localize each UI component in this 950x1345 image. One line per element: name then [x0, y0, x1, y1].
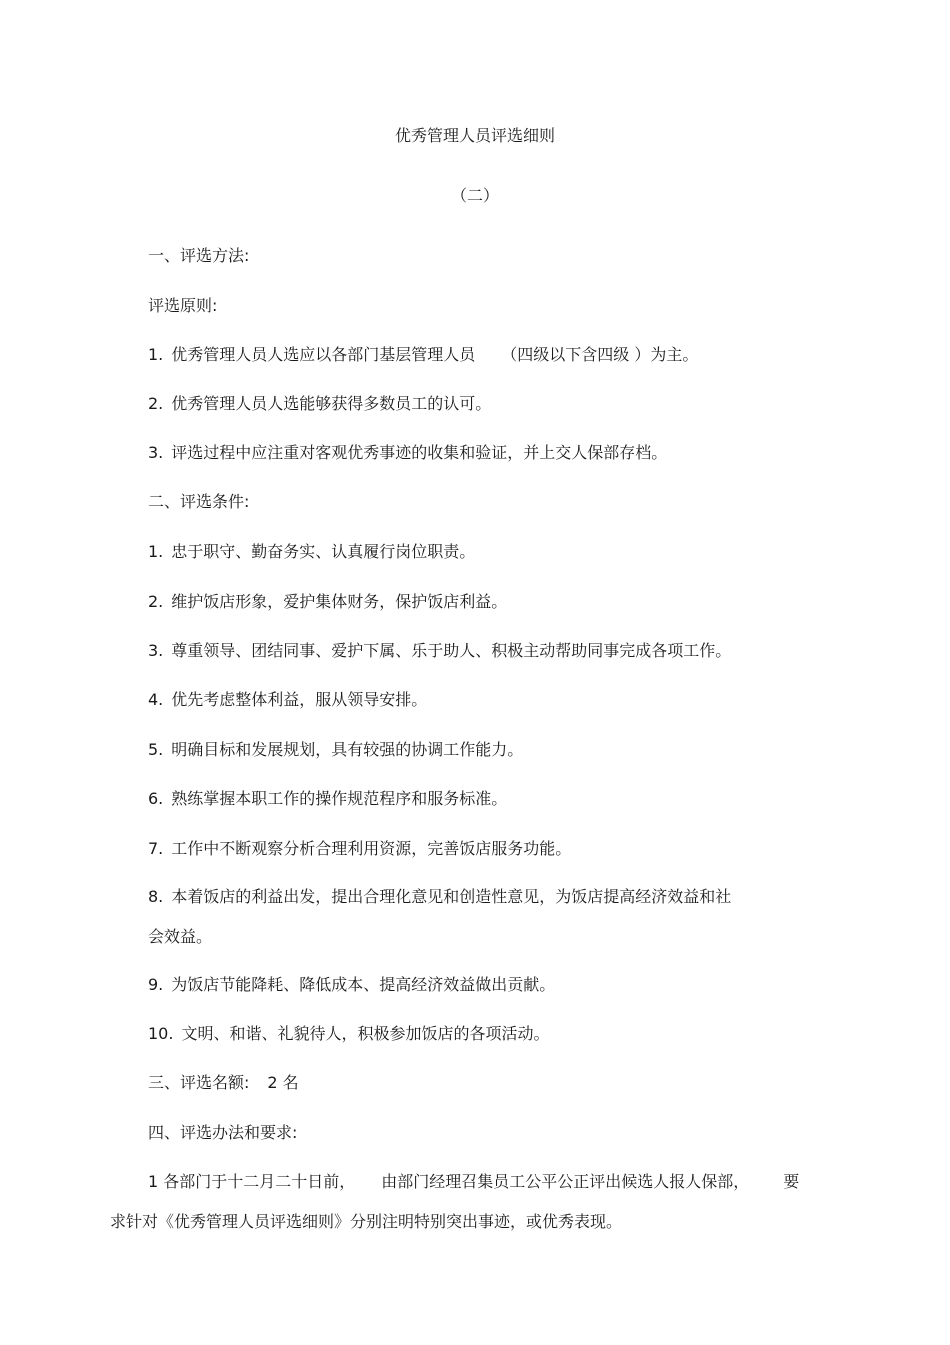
item-text-continued: （四级以下含四级 ）为主。: [501, 345, 699, 364]
condition-item: [148, 975, 555, 995]
item-number: 10.: [148, 1024, 174, 1043]
condition-item: [148, 740, 523, 760]
condition-item: [148, 1024, 549, 1044]
principles-heading: 评选原则:: [148, 296, 218, 315]
section-3-value: 2 名: [267, 1073, 299, 1092]
item-number: 6.: [148, 789, 164, 808]
item-number: 1.: [148, 542, 164, 561]
item-text: 评选过程中应注重对客观优秀事迹的收集和验证，并上交人保部存档。: [171, 443, 668, 462]
condition-item: [148, 592, 507, 612]
principle-item: [148, 345, 698, 365]
condition-item-continued: 会效益。: [148, 927, 213, 946]
item-text: 为饭店节能降耗、降低成本、提高经济效益做出贡献。: [171, 975, 556, 994]
item-number: 9.: [148, 975, 164, 994]
condition-item: [148, 839, 571, 859]
item-number: 3.: [148, 443, 164, 462]
item-text: 工作中不断观察分析合理利用资源，完善饭店服务功能。: [171, 839, 572, 858]
item-text: 尊重领导、团结同事、爱护下属、乐于助人、积极主动帮助同事完成各项工作。: [171, 641, 732, 660]
item-text: 本着饭店的利益出发，提出合理化意见和创造性意见，为饭店提高经济效益和社: [171, 887, 732, 906]
paragraph-text: 由部门经理召集员工公平公正评出候选人报人保部，: [381, 1172, 750, 1191]
section-3-line: [148, 1073, 299, 1093]
document-title: 优秀管理人员评选细则: [394, 126, 555, 145]
item-text: 优秀管理人员人选能够获得多数员工的认可。: [171, 394, 492, 413]
document-subtitle: （二）: [450, 186, 499, 205]
item-number: 8.: [148, 887, 164, 906]
item-text: 优秀管理人员人选应以各部门基层管理人员: [171, 345, 476, 364]
item-text: 明确目标和发展规划，具有较强的协调工作能力。: [171, 740, 524, 759]
item-number: 3.: [148, 641, 164, 660]
item-text: 忠于职守、勤奋务实、认真履行岗位职责。: [171, 542, 476, 561]
condition-item: [148, 542, 475, 562]
section-4-heading: 四、评选办法和要求:: [148, 1123, 298, 1142]
item-text: 文明、和谐、礼貌待人，积极参加饭店的各项活动。: [181, 1024, 550, 1043]
item-number: 5.: [148, 740, 164, 759]
item-number: 7.: [148, 839, 164, 858]
item-number: 1.: [148, 345, 164, 364]
condition-item: [148, 690, 427, 710]
item-text: 熟练掌握本职工作的操作规范程序和服务标准。: [171, 789, 508, 808]
section-2-heading: 二、评选条件:: [148, 492, 250, 511]
item-text: 维护饭店形象，爱护集体财务，保护饭店利益。: [171, 592, 508, 611]
paragraph-text: 要: [783, 1172, 800, 1191]
section-4-paragraph: [148, 1172, 799, 1192]
section-4-paragraph-continued: 求针对《优秀管理人员评选细则》分别注明特别突出事迹，或优秀表现。: [110, 1212, 623, 1231]
paragraph-text: 1 各部门于十二月二十日前，: [148, 1172, 356, 1191]
principle-item: [148, 394, 491, 414]
condition-item: [148, 887, 731, 907]
item-number: 4.: [148, 690, 164, 709]
section-3-heading: 三、评选名额:: [148, 1073, 250, 1092]
condition-item: [148, 641, 731, 661]
item-text: 优先考虑整体利益，服从领导安排。: [171, 690, 428, 709]
principle-item: [148, 443, 667, 463]
item-number: 2.: [148, 394, 164, 413]
condition-item: [148, 789, 507, 809]
section-1-heading: 一、评选方法:: [148, 246, 250, 265]
item-number: 2.: [148, 592, 164, 611]
